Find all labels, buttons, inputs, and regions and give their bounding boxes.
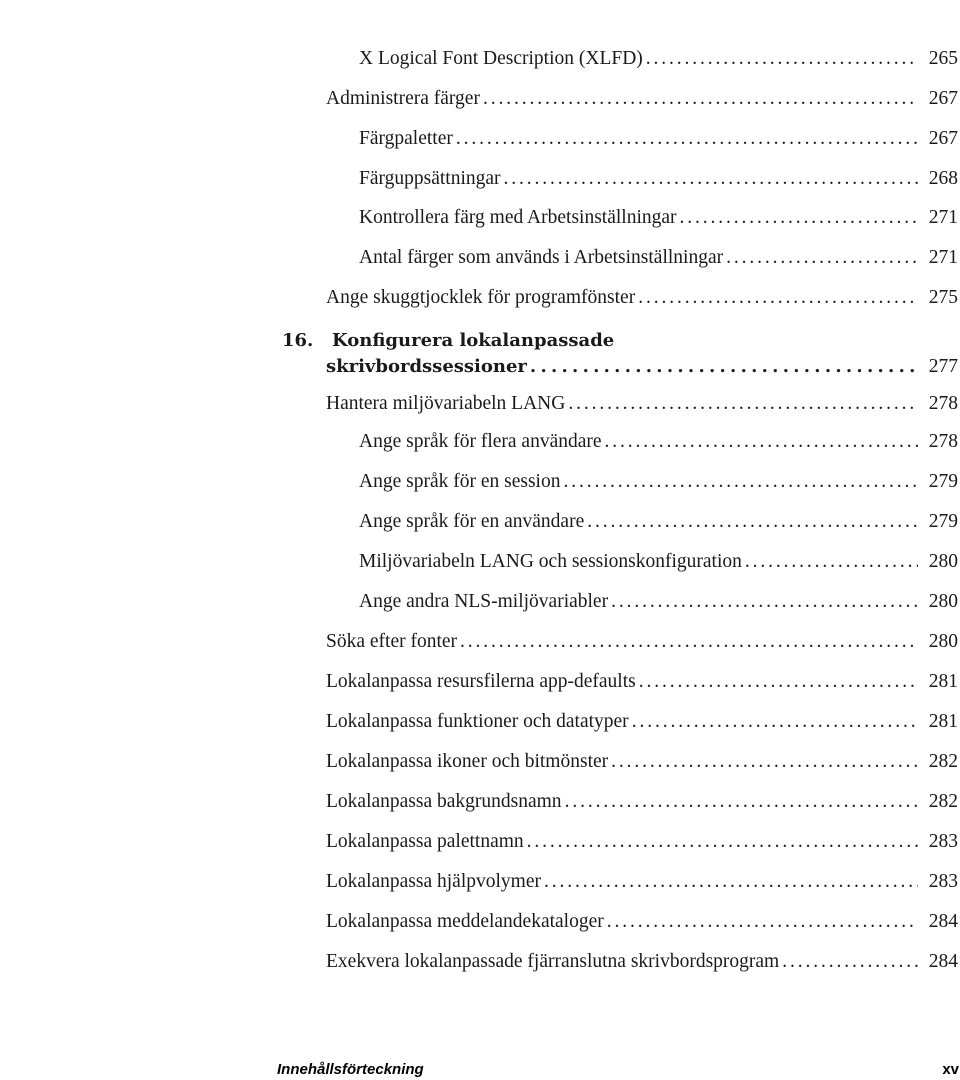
toc-entry-title: Lokalanpassa palettnamn: [326, 831, 524, 852]
toc-entry-page: 275: [928, 287, 958, 308]
dot-leader: [562, 791, 918, 813]
toc-entry: [326, 751, 958, 773]
toc-entry: [326, 631, 958, 653]
dot-leader: [565, 393, 918, 415]
toc-entry: [326, 711, 958, 733]
toc-entry: [359, 128, 958, 150]
dot-leader: [501, 168, 918, 190]
dot-leader: [779, 951, 918, 973]
toc-entry-page: 278: [928, 393, 958, 414]
dot-leader: [457, 631, 918, 653]
dot-leader: [527, 356, 918, 377]
dot-leader: [643, 48, 918, 70]
toc-entry: [359, 471, 958, 493]
toc-entry: [359, 431, 958, 453]
toc-entry-page: 265: [928, 48, 958, 69]
toc-entry-page: 283: [928, 871, 958, 892]
dot-leader: [560, 471, 918, 493]
dot-leader: [524, 831, 918, 853]
toc-entry-page: 279: [928, 471, 958, 492]
chapter-page: 277: [928, 356, 958, 377]
dot-leader: [629, 711, 918, 733]
toc-entry-page: 280: [928, 631, 958, 652]
dot-leader: [602, 431, 918, 453]
dot-leader: [480, 88, 918, 110]
chapter-title-line2: skrivbordssessioner: [326, 356, 527, 377]
toc-entry-title: Ange språk för en session: [359, 471, 561, 492]
toc-entry-title: Lokalanpassa bakgrundsnamn: [326, 791, 562, 812]
toc-entry-page: 271: [928, 207, 958, 228]
toc-entry-title: Ange språk för flera användare: [359, 431, 602, 452]
toc-entry-title: Ange språk för en användare: [359, 511, 585, 532]
toc-entry-title: Miljövariabeln LANG och sessionskonfiguration: [359, 551, 742, 572]
toc-entry-page: 282: [928, 751, 958, 772]
dot-leader: [608, 591, 918, 613]
chapter-title-row: [326, 356, 958, 378]
toc-entry-title: Lokalanpassa funktioner och datatyper: [326, 711, 629, 732]
toc-entry: [326, 871, 958, 893]
dot-leader: [584, 511, 918, 533]
toc-entry-title: Kontrollera färg med Arbetsinställningar: [359, 207, 677, 228]
toc-entry: [326, 831, 958, 853]
toc-entry-title: Lokalanpassa resursfilerna app-defaults: [326, 671, 636, 692]
toc-entry: [359, 591, 958, 613]
dot-leader: [636, 671, 918, 693]
toc-entry-title: Ange skuggtjocklek för programfönster: [326, 287, 636, 308]
chapter-title-line1: Konfigurera lokalanpassade: [332, 330, 615, 351]
dot-leader: [608, 751, 918, 773]
toc-entry-page: 282: [928, 791, 958, 812]
dot-leader: [723, 247, 918, 269]
dot-leader: [541, 871, 918, 893]
dot-leader: [604, 911, 918, 933]
toc-entry-title: Ange andra NLS-miljövariabler: [359, 591, 609, 612]
toc-entry-title: Färgpaletter: [359, 128, 453, 149]
toc-entry: [326, 88, 958, 110]
toc-entry: [359, 551, 958, 573]
toc-entry-page: 284: [928, 951, 958, 972]
footer-page-number: xv: [942, 1061, 959, 1078]
toc-entry-page: 281: [928, 711, 958, 732]
toc-entry-title: Färguppsättningar: [359, 168, 501, 189]
toc-entry-page: 279: [928, 511, 958, 532]
toc-entry-title: Lokalanpassa hjälpvolymer: [326, 871, 541, 892]
toc-entry-title: Söka efter fonter: [326, 631, 458, 652]
toc-entry-page: 278: [928, 431, 958, 452]
toc-entry: [326, 911, 958, 933]
footer-title: Innehållsförteckning: [277, 1061, 424, 1078]
toc-entry-title: Hantera miljövariabeln LANG: [326, 393, 566, 414]
toc-entry-page: 283: [928, 831, 958, 852]
toc-entry-page: 268: [928, 168, 958, 189]
toc-entry: [359, 48, 958, 70]
toc-entry-page: 267: [928, 88, 958, 109]
dot-leader: [742, 551, 918, 573]
toc-entry-title: Lokalanpassa ikoner och bitmönster: [326, 751, 609, 772]
toc-entry-title: Administrera färger: [326, 88, 480, 109]
dot-leader: [635, 287, 918, 309]
chapter-number: 16.: [282, 330, 314, 351]
toc-entry: [326, 393, 958, 415]
toc-entry-page: 271: [928, 247, 958, 268]
dot-leader: [677, 207, 918, 229]
toc-entry: [326, 951, 958, 973]
toc-entry-title: Antal färger som används i Arbetsinställningar: [359, 247, 724, 268]
toc-entry-page: 280: [928, 591, 958, 612]
toc-entry: [359, 511, 958, 533]
toc-entry: [326, 287, 958, 309]
toc-entry: [359, 207, 958, 229]
toc-entry-title: X Logical Font Description (XLFD): [359, 48, 643, 69]
toc-entry-page: 280: [928, 551, 958, 572]
toc-entry: [326, 791, 958, 813]
toc-entry-title: Lokalanpassa meddelandekataloger: [326, 911, 604, 932]
dot-leader: [453, 128, 918, 150]
toc-entry-page: 267: [928, 128, 958, 149]
toc-entry-title: Exekvera lokalanpassade fjärranslutna skrivbordsprogram: [326, 951, 780, 972]
toc-entry: [359, 168, 958, 190]
toc-entry: [359, 247, 958, 269]
toc-entry-page: 281: [928, 671, 958, 692]
toc-entry: [326, 671, 958, 693]
toc-entry-page: 284: [928, 911, 958, 932]
